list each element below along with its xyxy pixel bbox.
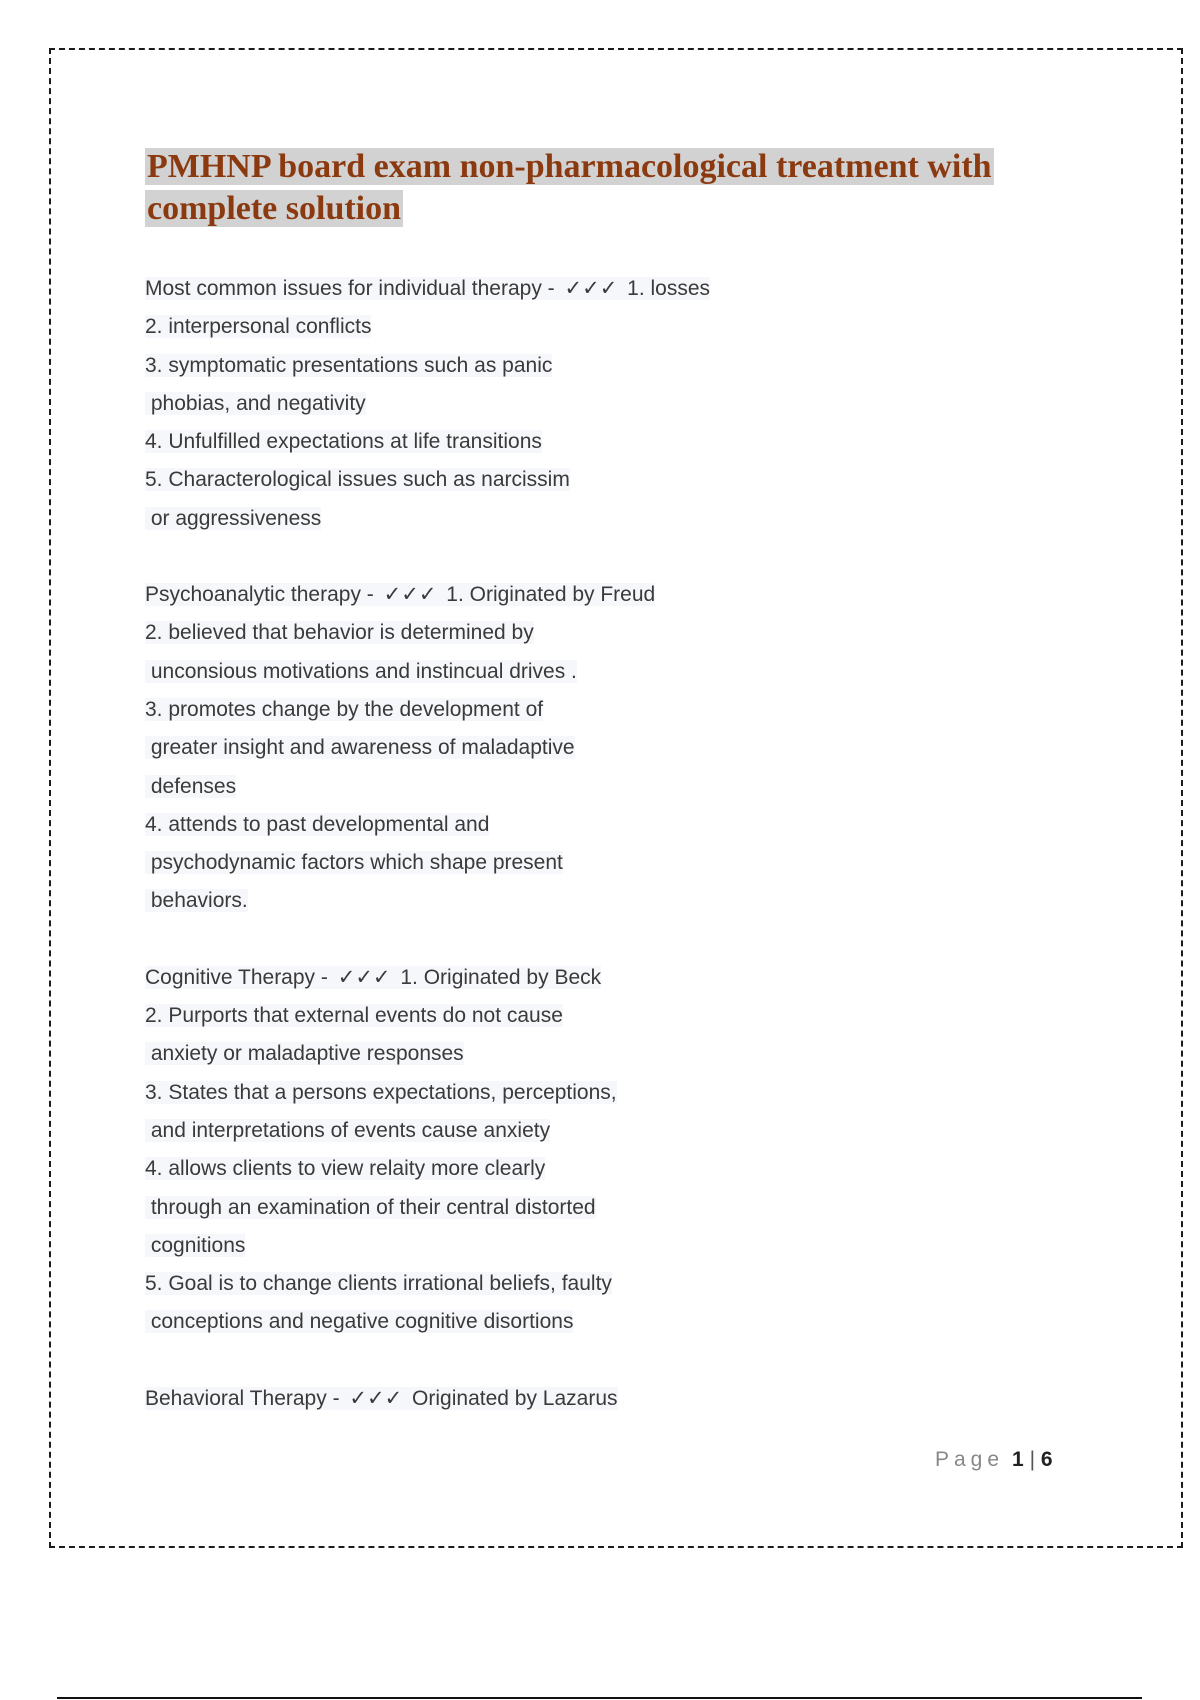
qa-answer-text: 3. States that a persons expectations, perceptions, <box>145 1080 617 1104</box>
qa-block <box>145 959 1065 1342</box>
qa-term-line <box>145 270 1065 308</box>
qa-answer-line <box>145 768 1065 806</box>
qa-answer-line <box>145 691 1065 729</box>
qa-answer-text: unconsious motivations and instincual drives . <box>145 659 577 683</box>
page-number <box>935 1448 1053 1472</box>
qa-answer-text: 3. symptomatic presentations such as panic <box>145 353 553 377</box>
qa-answer-line <box>145 997 1065 1035</box>
qa-answer-line <box>145 1189 1065 1227</box>
qa-term: Psychoanalytic therapy <box>145 583 361 607</box>
qa-answer-text: and interpretations of events cause anxiety <box>145 1118 551 1142</box>
checkmarks: ✓✓✓ <box>564 277 618 300</box>
qa-term: Cognitive Therapy <box>145 965 316 989</box>
page-separator: | <box>1029 1448 1036 1471</box>
qa-term: Most common issues for individual therapy <box>145 277 542 300</box>
qa-answer-line <box>145 653 1065 691</box>
qa-answer-line <box>145 308 1065 346</box>
qa-answer-line <box>145 844 1065 882</box>
qa-term-highlight: Behavioral Therapy - ✓✓✓ Originated by Lazarus <box>145 1386 618 1410</box>
qa-answer-text: 5. Characterological issues such as narcissim <box>145 468 570 492</box>
qa-answer-text: through an examination of their central distorted <box>145 1195 596 1219</box>
page-total: 6 <box>1040 1448 1053 1471</box>
qa-answer-line <box>145 882 1065 920</box>
qa-answer-text: conceptions and negative cognitive disortions <box>145 1310 574 1334</box>
qa-answer-text: phobias, and negativity <box>145 391 366 415</box>
qa-term-highlight: Most common issues for individual therapy - ✓✓✓ 1. losses <box>145 277 711 300</box>
qa-first-answer: 1. Originated by Beck <box>400 965 602 989</box>
qa-block <box>145 1380 1065 1418</box>
qa-term-line <box>145 1380 1065 1418</box>
qa-answer-line <box>145 614 1065 652</box>
qa-answer-line <box>145 1035 1065 1073</box>
title-line: complete solution <box>147 190 402 227</box>
checkmarks: ✓✓✓ <box>337 965 391 989</box>
qa-block <box>145 576 1065 921</box>
page-word: Page <box>935 1448 1005 1471</box>
qa-answer-text: 2. Purports that external events do not cause <box>145 1004 563 1028</box>
qa-term-line <box>145 576 1065 614</box>
qa-answer-text: 4. attends to past developmental and <box>145 812 490 836</box>
qa-term-highlight: Cognitive Therapy - ✓✓✓ 1. Originated by Beck <box>145 965 602 989</box>
next-page-border <box>57 1697 1142 1699</box>
qa-blocks <box>145 270 1065 1418</box>
qa-first-answer: Originated by Lazarus <box>412 1386 618 1410</box>
qa-answer-line <box>145 461 1065 499</box>
qa-first-answer: 1. Originated by Freud <box>446 583 656 607</box>
checkmarks: ✓✓✓ <box>349 1386 403 1410</box>
qa-answer-text: 2. believed that behavior is determined by <box>145 621 534 645</box>
qa-answer-text: 4. allows clients to view relaity more clearly <box>145 1157 546 1181</box>
qa-answer-line <box>145 1150 1065 1188</box>
qa-first-answer: 1. losses <box>627 277 711 300</box>
qa-answer-text: 5. Goal is to change clients irrational beliefs, faulty <box>145 1272 612 1296</box>
qa-answer-line <box>145 423 1065 461</box>
qa-answer-line <box>145 729 1065 767</box>
page-current: 1 <box>1012 1448 1024 1471</box>
qa-answer-line <box>145 385 1065 423</box>
qa-answer-text: cognitions <box>145 1233 246 1257</box>
qa-answer-line <box>145 347 1065 385</box>
qa-answer-text: psychodynamic factors which shape present <box>145 851 563 875</box>
qa-answer-text: behaviors. <box>145 889 248 913</box>
qa-answer-text: 2. interpersonal conflicts <box>145 315 372 339</box>
checkmarks: ✓✓✓ <box>383 583 437 607</box>
title-line: PMHNP board exam non-pharmacological treatment with <box>147 148 992 185</box>
qa-term: Behavioral Therapy <box>145 1386 327 1410</box>
qa-answer-line <box>145 806 1065 844</box>
qa-answer-line <box>145 500 1065 538</box>
qa-term-line <box>145 959 1065 997</box>
qa-answer-text: 3. promotes change by the development of <box>145 697 544 721</box>
qa-term-highlight: Psychoanalytic therapy - ✓✓✓ 1. Originated by Freud <box>145 583 656 607</box>
qa-answer-line <box>145 1227 1065 1265</box>
qa-answer-text: greater insight and awareness of maladaptive <box>145 736 575 760</box>
qa-answer-text: 4. Unfulfilled expectations at life transitions <box>145 430 542 454</box>
qa-block <box>145 270 1065 538</box>
qa-answer-text: defenses <box>145 774 237 798</box>
qa-answer-text: or aggressiveness <box>145 506 322 530</box>
qa-answer-line <box>145 1074 1065 1112</box>
qa-answer-text: anxiety or maladaptive responses <box>145 1042 464 1066</box>
qa-answer-line <box>145 1112 1065 1150</box>
qa-answer-line <box>145 1265 1065 1303</box>
page-content <box>145 146 1065 1418</box>
qa-answer-line <box>145 1303 1065 1341</box>
document-title <box>145 146 1065 230</box>
